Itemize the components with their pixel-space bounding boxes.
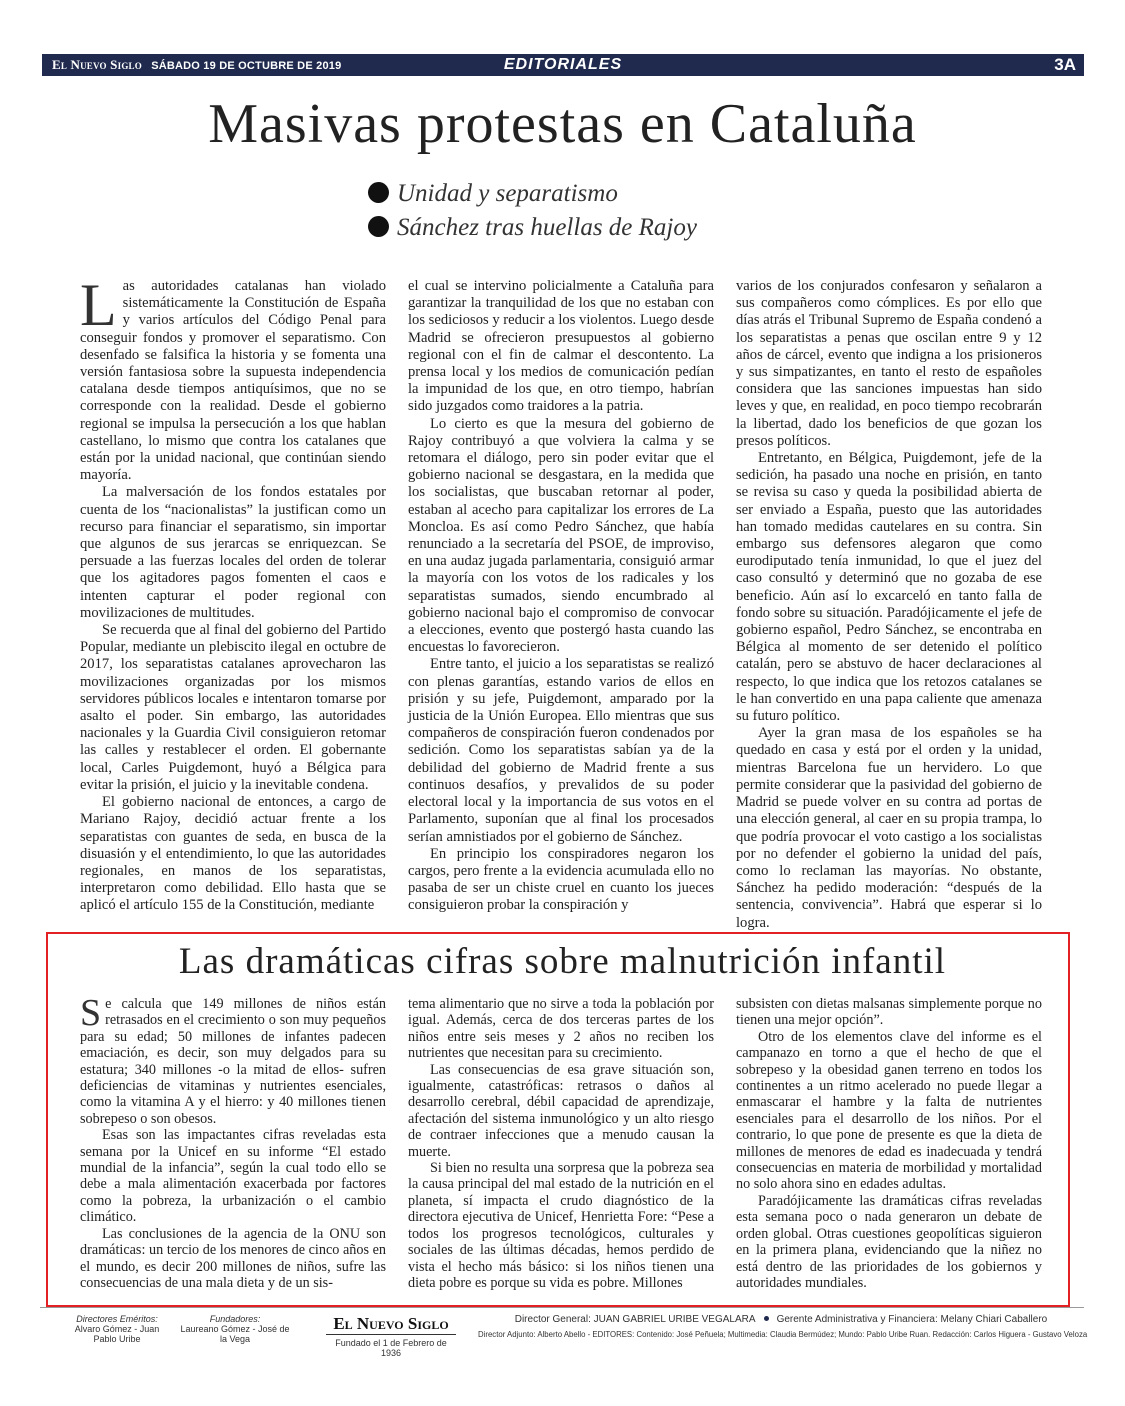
- footer-directors: [62, 1314, 172, 1344]
- paragraph: Entre tanto, el juicio a los separatistas se realizó con plenas garantías, estando varios de ellos en prisión y su jefe, Puigdemont, amparado por la justicia de la Unión Europea. Ello mientras que sus compañeros de conspiración fueron condenados por sedición. Como los separatistas sabían ya de la debilidad del gobierno de Madrid frente a sus continuos desafíos, y prevalidos de su poder electoral local y la importancia de sus votos en el Parlamento, suponían que al final los procesados serían amnistiados por el gobierno de Sánchez.: [408, 656, 714, 845]
- masthead-date: SÁBADO 19 DE OCTUBRE DE 2019: [151, 60, 342, 72]
- editorial-1-body: [80, 272, 1042, 932]
- gerente: Gerente Administrativa y Financiera: Melany Chiari Caballero: [776, 1314, 1048, 1325]
- subheadings: [368, 180, 697, 248]
- separator-dot-icon: [764, 1316, 769, 1321]
- paragraph: Paradójicamente las dramáticas cifras reveladas esta semana poco o nada generaron un debate de orden global. Otras cuestiones geopolíticas siguieron en la primera plana, evidenciando que la niñez no está dentro de las prioridades de los gobiernos y autoridades mundiales.: [736, 1192, 1042, 1291]
- paragraph: varios de los conjurados confesaron y señalaron a sus compañeros como cómplices. Es por ello que días atrás el Tribunal Supremo de España condenó a los separatistas a penas que oscilan entre 9 y 12 años de cárcel, evento que indigna a los prisioneros y sus simpatizantes, en tanto el resto de españoles considera que las sanciones impuestas han sido leves y que, en realidad, en poco tiempo recobrarán la libertad, dado los beneficios de que gozan los presos políticos.: [736, 278, 1042, 449]
- footer-divider: [40, 1307, 1084, 1308]
- paragraph: [80, 992, 386, 1127]
- staff-main-row: [478, 1314, 1084, 1325]
- paragraph: En principio los conspiradores negaron los cargos, pero frente a la evidencia acumulada ello no pasaba de ser un chiste cruel en cuanto los jueces consiguieron probar la conspiración y: [408, 845, 714, 914]
- article-column-1: [80, 272, 386, 932]
- staff-editors: Director Adjunto: Alberto Abello - EDITORES: Contenido: José Peñuela; Multimedia: Claudia Bermúdez; Mundo: Pablo Uribe Ruan. Redacción: Carlos Higuera - Gustavo Veloza: [478, 1330, 1088, 1339]
- paragraph-text: as autoridades catalanas han violado sistemáticamente la Constitución de España y varios artículos del Código Penal para conseguir fondos y promover el separatismo. Con desenfado se falsifica la historia y se fomenta una versión fantasiosa sobre la supuesta independencia catalana desde tiempos antiquísimos, que no se corresponde con la realidad. Desde el gobierno regional se impulsa la persecución a los que hablan castellano, lo mismo que contra los catalanes que están por la unidad nacional, que continúan siendo mayoría.: [80, 278, 386, 484]
- subheading-2: [368, 214, 697, 242]
- footer-founders: [180, 1314, 290, 1344]
- second-headline: Las dramáticas cifras sobre malnutrición infantil: [178, 941, 947, 982]
- paragraph: Ayer la gran masa de los españoles se ha quedado en casa y está por el orden y la unidad, mientras Barcelona fue un hervidero. Lo que permite considerar que la pasividad del gobierno de Madrid se puede volver en su contra ad portas de una elección general, al caer en su propia trampa, lo que podría provocar el voto castigo a los socialistas por no defender el gobierno la unidad del país, como lo reclaman las mayorías. No obstante, Sánchez ha pedido moderación: “después de la sentencia, convivencia”. Habrá que esperar si lo logra.: [736, 725, 1042, 931]
- editorial-2-body: [80, 992, 1042, 1291]
- article-column-3: [736, 996, 1042, 1291]
- paragraph: La malversación de los fondos estatales por cuenta de los “nacionalistas” la justifican como un recurso para financiar el separatismo, sin importar que algunos de sus jerarcas se enriquezcan. Se persuade a las fuerzas locales del orden de tolerar que los agitadores pagos fomenten el caos e intenten capturar el poder regional con movilizaciones de multitudes.: [80, 484, 386, 621]
- paragraph: Las conclusiones de la agencia de la ONU son dramáticas: un tercio de los menores de cinco años en el mundo, es decir 200 millones de niños, sufre las consecuencias de una mala dieta y de un sis-: [80, 1225, 386, 1291]
- director-general: Director General: JUAN GABRIEL URIBE VEGALARA: [514, 1314, 756, 1325]
- paragraph: el cual se intervino policialmente a Cataluña para garantizar la tranquilidad de los que no estaban con los sediciosos y reducir a los violentos. Luego desde Madrid se ofrecieron presupuestos al gobierno regional con el fin de calmar el descontento. La prensa local y los medios de comunicación pedían la impunidad de los que, en otro tiempo, habrían sido juzgados como traidores a la patria.: [408, 278, 715, 415]
- paragraph: tema alimentario que no sirve a toda la población por igual. Además, cerca de dos terceras partes de los niños entre seis meses y 2 años no reciben los nutrientes que necesitan para su crecimiento.: [408, 996, 714, 1062]
- drop-cap: L: [80, 272, 117, 338]
- directors-label: Directores Eméritos:: [76, 1314, 158, 1324]
- founders-names: Laureano Gómez - José de la Vega: [180, 1324, 290, 1344]
- newspaper-logo: El Nuevo Siglo: [326, 1314, 456, 1335]
- article-column-2: [408, 996, 714, 1291]
- bullet-dot-icon: [368, 216, 389, 237]
- paragraph: Entretanto, en Bélgica, Puigdemont, jefe de la sedición, ha pasado una noche en prisión, en tanto se revisa su caso y queda la posibilidad abierta de ser enviado a España, puesto que las autoridades han tomado medidas cautelares en su contra. Sin embargo sus defensores alegaron que como eurodiputado tenía inmunidad, lo que el juez del caso consultó y determinó que no gozaba de ese beneficio. Aún así lo excarceló en tanto falla de fondo sobre su situación. Paradójicamente el jefe de gobierno español, Pedro Sánchez, se encontraba en Bélgica al momento de ser detenido el político catalán, pero se abstuvo de hacer declaraciones al respecto, lo que indica que los retozos catalanes se le han convertido en una papa caliente que amenaza su futuro político.: [736, 450, 1042, 725]
- paragraph: Otro de los elementos clave del informe es el campanazo en torno a que el hecho de que el sobrepeso y la obesidad ganen terreno en todos los continentes a un ritmo acelerado no puede llegar a enmascarar el hambre y la falta de nutrientes esenciales para el desarrollo de los niños. Por el contrario, lo que pone de presente es que la dieta de millones de menores de edad es inadecuada y tendrá consecuencias en materia de morbilidad y mortalidad no solo ahora sino en edades adultas.: [736, 1028, 1042, 1193]
- subheading-text: Sánchez tras huellas de Rajoy: [397, 214, 697, 241]
- paragraph-text: e calcula que 149 millones de niños están retrasados en el crecimiento o son muy pequeños para su edad; 50 millones de infantes padecen emaciación, es decir, son muy delgados para su estatura; 340 millones -o la mitad de ellos- sufren deficiencias de vitaminas y nutrientes esenciales, como la vitamina A y el hierro: y 40 millones tienen sobrepeso o son obesos.: [80, 996, 386, 1127]
- paragraph: Las consecuencias de esa grave situación son, igualmente, catastróficas: retrasos o daños al desarrollo cerebral, débil capacidad de aprendizaje, afectación del sistema inmunológico y un alto riesgo de contraer infecciones que a menudo causan la muerte.: [408, 1061, 714, 1160]
- subheading-1: [368, 180, 697, 208]
- paragraph: El gobierno nacional de entonces, a cargo de Mariano Rajoy, decidió actuar frente a los separatistas con guantes de seda, en busca de la disuasión y el entendimiento, lo que las autoridades regionales, en manos de los separatistas, interpretaron como debilidad. Ello hasta que se aplicó el artículo 155 de la Constitución, mediante: [80, 794, 386, 914]
- directors-names: Alvaro Gómez - Juan Pablo Uribe: [74, 1324, 160, 1344]
- paragraph: [80, 272, 386, 484]
- article-column-3: [736, 278, 1042, 932]
- footer-logo-block: [326, 1314, 456, 1358]
- founded-date: Fundado el 1 de Febrero de 1936: [335, 1338, 447, 1358]
- masthead-brand: El Nuevo Siglo: [52, 57, 142, 72]
- article-column-2: [408, 278, 714, 932]
- main-headline: Masivas protestas en Cataluña: [208, 93, 917, 155]
- drop-cap: S: [80, 992, 102, 1034]
- article-column-1: [80, 992, 386, 1291]
- paragraph: Esas son las impactantes cifras reveladas esta semana por la Unicef en su informe “El estado mundial de la infancia”, según la cual todo ello se debe a mala alimentación exacerbada por factores como la pobreza, la urbanización o el cambio climático.: [80, 1127, 386, 1226]
- paragraph: subsisten con dietas malsanas simplemente porque no tienen una mejor opción”.: [736, 996, 1042, 1029]
- paragraph: Se recuerda que al final del gobierno del Partido Popular, mediante un plebiscito ilegal en octubre de 2017, los separatistas catalanes aprovecharon las movilizaciones organizadas por los mismos servidores públicos locales e intentaron tomarse por asalto el poder. Sin embargo, las autoridades nacionales y la Guardia Civil consiguieron retomar las calles y restablecer el orden. El gobernante local, Carles Puigdemont, huyó a Bélgica para evitar la prisión, el juicio y la inevitable condena.: [80, 622, 386, 793]
- section-title: EDITORIALES: [503, 56, 623, 73]
- bullet-dot-icon: [368, 182, 389, 203]
- founders-label: Fundadores:: [209, 1314, 261, 1324]
- paragraph: Lo cierto es que la mesura del gobierno de Rajoy contribuyó a que volviera la calma y se retomara el diálogo, pero sin poder evitar que el gobierno nacional se desgastara, en la medida que los socialistas, que buscaban retornar al poder, estaban al acecho para capitalizar los errores de La Moncloa. Es así como Pedro Sánchez, que había renunciado a la secretaría del PSOE, de improviso, en una audaz jugada parlamentaria, consiguió armar la mayoría con los votos de los radicales y los separatistas sumados, siendo encumbrado al gobierno nacional bajo el compromiso de convocar a elecciones, evento que postergó hasta cuando las encuestas lo favorecieron.: [408, 415, 714, 656]
- footer-staff: [478, 1314, 1088, 1339]
- paragraph: Si bien no resulta una sorpresa que la pobreza sea la causa principal del mal estado de la nutrición en el planeta, sí impacta el crudo diagnóstico de la directora ejecutiva de Unicef, Henrietta Fore: “Pese a todos los progresos tecnológicos, culturales y sociales de las últimas décadas, hemos perdido de vista el hecho más básico: si los niños tienen una dieta pobre es porque su vida es pobre. Millones: [408, 1160, 714, 1291]
- masthead-bar: [42, 54, 1084, 76]
- subheading-text: Unidad y separatismo: [397, 180, 618, 207]
- page-number: 3A: [1054, 55, 1076, 74]
